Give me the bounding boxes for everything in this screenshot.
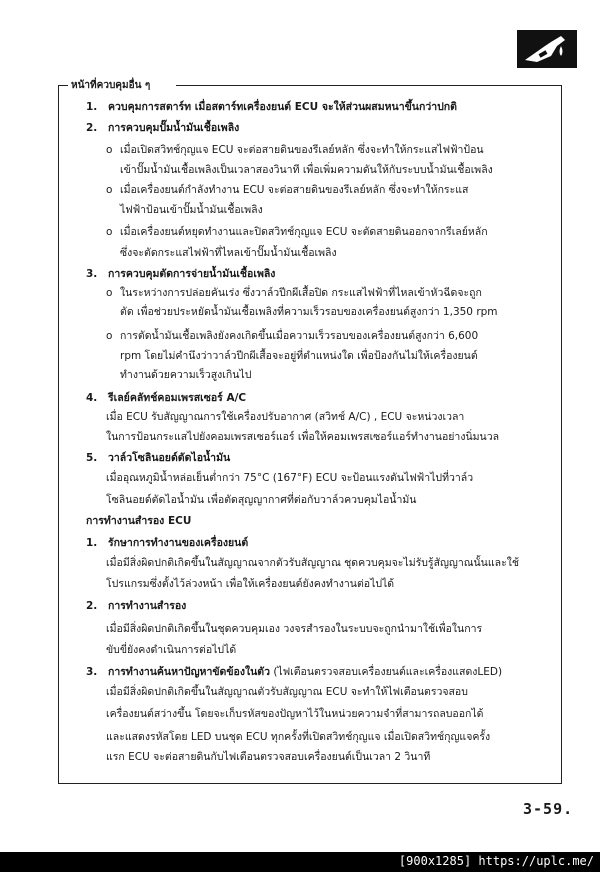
watermark-text: [900x1285] https://uplc.me/ (398, 854, 594, 868)
backup-text: ขับขี่ยังคงดำเนินการต่อไปได้ (106, 644, 237, 656)
watermark-strip (0, 852, 600, 872)
bullet-line: o การตัดน้ำมันเชื้อเพลิงยังคงเกิดขึ้นเมื่อความเร็วรอบของเครื่องยนต์สูงกว่า 6,600 (106, 330, 479, 342)
item-text: ควบคุมการสตาร์ท เมื่อสตาร์ทเครื่องยนต์ ECU จะให้ส่วนผสมหนาขึ้นกว่าปกติ (108, 101, 457, 113)
page-number: 3-59. (523, 800, 574, 818)
bullet-line: ไฟฟ้าป้อนเข้าปั๊มน้ำมันเชื้อเพลิง (120, 204, 263, 216)
bullet-line: o เมื่อเปิดสวิทช์กุญแจ ECU จะต่อสายดินของรีเลย์หลัก ซึ่งจะทำให้กระแสไฟฟ้าป้อน (106, 144, 484, 156)
fuel-nozzle-icon (517, 30, 577, 68)
backup-text: และแสดงรหัสโดย LED บนชุด ECU ทุกครั้งที่เปิดสวิทช์กุญแจ เมื่อเปิดสวิทช์กุญแจครั้ง (106, 731, 491, 743)
item-1: 1. ควบคุมการสตาร์ท เมื่อสตาร์ทเครื่องยนต์ ECU จะให้ส่วนผสมหนาขึ้นกว่าปกติ (86, 101, 457, 113)
backup-item-2: 2. การทำงานสำรอง (86, 600, 187, 612)
backup-text: เครื่องยนต์สว่างขึ้น โดยจะเก็บรหัสของปัญหาไว้ในหน่วยความจำที่สามารถลบออกได้ (106, 708, 484, 720)
item-4-text: ในการป้อนกระแสไปยังคอมเพรสเซอร์แอร์ เพื่อให้คอมเพรสเซอร์แอร์ทำงานอย่างนิ่มนวล (106, 431, 500, 443)
bullet-line: ตัด เพื่อช่วยประหยัดน้ำมันเชื้อเพลิงที่ความเร็วรอบของเครื่องยนต์สูงกว่า 1,350 rpm (120, 306, 498, 318)
bullet-line: o ในระหว่างการปล่อยคันเร่ง ซึ่งวาล์วปีกผีเสื้อปิด กระแสไฟฟ้าที่ไหลเข้าหัวฉีดจะถูก (106, 287, 482, 299)
backup-item-3: 3. การทำงานค้นหาปัญหาขัดข้องในตัว (ไฟเตือนตรวจสอบเครื่องยนต์และเครื่องแสดงLED) (86, 666, 503, 678)
backup-section-title: การทำงานสำรอง ECU (86, 515, 192, 527)
backup-text: เมื่อมีสิ่งผิดปกติเกิดขึ้นในสัญญาณจากตัวรับสัญญาณ ชุดควบคุมจะไม่รับรู้สัญญาณนั้นและใช้ (106, 557, 519, 569)
bullet-line: rpm โดยไม่คำนึงว่าวาล์วปีกผีเสื้อจะอยู่ที่ตำแหน่งใด เพื่อป้องกันไม่ให้เครื่องยนต์ (120, 350, 478, 362)
bullet-line: o เมื่อเครื่องยนต์หยุดทำงานและปิดสวิทช์กุญแจ ECU จะตัดสายดินออกจากรีเลย์หลัก (106, 226, 488, 238)
bullet-line: ทำงานด้วยความเร็วสูงเกินไป (120, 369, 252, 381)
backup-item-1: 1. รักษาการทำงานของเครื่องยนต์ (86, 537, 249, 549)
bullet-line: ซึ่งจะตัดกระแสไฟฟ้าที่ไหลเข้าปั๊มน้ำมันเชื้อเพลิง (120, 247, 337, 259)
section-title: หน้าที่ควบคุมอื่น ๆ (71, 80, 151, 91)
bullet-line: o เมื่อเครื่องยนต์กำลังทำงาน ECU จะต่อสายดินของรีเลย์หลัก ซึ่งจะทำให้กระแส (106, 184, 469, 196)
item-4-text: เมื่อ ECU รับสัญญาณการใช้เครื่องปรับอากาศ (สวิทช์ A/C) , ECU จะหน่วงเวลา (106, 411, 465, 423)
bullet-line: เข้าปั๊มน้ำมันเชื้อเพลิงเป็นเวลาสองวินาที เพื่อเพิ่มความดันให้กับระบบน้ำมันเชื้อเพลิง (120, 164, 493, 176)
item-4: 4. รีเลย์คลัทช์คอมเพรสเซอร์ A/C (86, 392, 247, 404)
item-2: 2. การควบคุมปั๊มน้ำมันเชื้อเพลิง (86, 122, 240, 134)
backup-text: เมื่อมีสิ่งผิดปกติเกิดขึ้นในสัญญาณตัวรับสัญญาณ ECU จะทำให้ไฟเตือนตรวจสอบ (106, 686, 468, 698)
item-3: 3. การควบคุมตัดการจ่ายน้ำมันเชื้อเพลิง (86, 268, 276, 280)
item-5-text: โซลินอยด์ตัดไอน้ำมัน เพื่อตัดสุญญากาศที่ต่อกับวาล์วควบคุมไอน้ำมัน (106, 494, 417, 506)
item-5-text: เมื่ออุณหภูมิน้ำหล่อเย็นต่ำกว่า 75°C (167°F) ECU จะป้อนแรงดันไฟฟ้าไปที่วาล์ว (106, 472, 474, 484)
backup-text: เมื่อมีสิ่งผิดปกติเกิดขึ้นในชุดควบคุมเอง วงจรสำรองในระบบจะถูกนำมาใช้เพื่อในการ (106, 623, 483, 635)
backup-text: แรก ECU จะต่อสายดินกับไฟเตือนตรวจสอบเครื่องยนต์เป็นเวลา 2 วินาที (106, 751, 431, 763)
backup-text: โปรแกรมซึ่งตั้งไว้ล่วงหน้า เพื่อให้เครื่องยนต์ยังคงทำงานต่อไปได้ (106, 578, 395, 590)
item-5: 5. วาล์วโซลินอยด์ตัดไอน้ำมัน (86, 452, 231, 464)
item-text: การควบคุมปั๊มน้ำมันเชื้อเพลิง (108, 122, 240, 134)
